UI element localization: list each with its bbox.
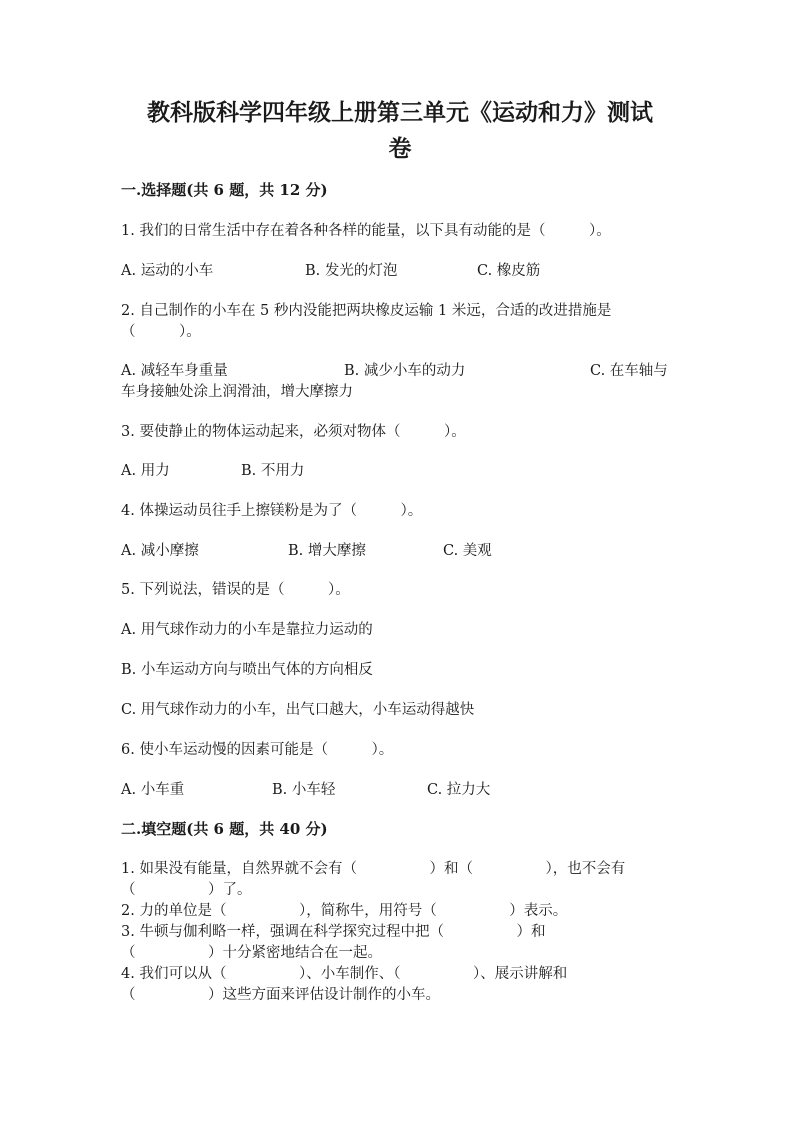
question-text: 4. 体操运动员往手上擦镁粉是为了（ ）。 xyxy=(121,503,423,519)
option-b: B. 增大摩擦 xyxy=(288,543,366,559)
option-c: C. 橡皮筋 xyxy=(477,263,541,279)
question-text: 5. 下列说法，错误的是（ ）。 xyxy=(121,582,350,598)
fill-question-text: 2. 力的单位是（ ），简称牛，用符号（ ）表示。 xyxy=(121,903,568,919)
fill-question-continuation: （ ）这些方面来评估设计制作的小车。 xyxy=(121,987,440,1003)
section-heading-choice: 一.选择题(共 6 题，共 12 分) xyxy=(121,181,328,199)
section-heading-fill: 二.填空题(共 6 题，共 40 分) xyxy=(121,820,328,838)
option-a: A. 运动的小车 xyxy=(121,263,214,279)
fill-question-continuation: （ ）十分紧密地结合在一起。 xyxy=(121,945,382,961)
option-c: C. 用气球作动力的小车，出气口越大，小车运动得越快 xyxy=(121,702,475,718)
page-title-continuation: 卷 xyxy=(388,135,412,162)
option-a: A. 用气球作动力的小车是靠拉力运动的 xyxy=(121,622,373,638)
option-b: B. 发光的灯泡 xyxy=(305,263,398,279)
option-b: B. 不用力 xyxy=(241,463,305,479)
option-a: A. 减轻车身重量 xyxy=(121,363,228,379)
fill-question-text: 4. 我们可以从（ ）、小车制作、（ ）、展示讲解和 xyxy=(121,966,568,982)
fill-question-text: 1. 如果没有能量，自然界就不会有（ ）和（ ），也不会有 xyxy=(121,861,626,877)
fill-question-continuation: （ ）了。 xyxy=(121,882,252,898)
option-b: B. 减少小车的动力 xyxy=(344,363,466,379)
option-c-continuation: 车身接触处涂上润滑油，增大摩擦力 xyxy=(121,384,353,400)
option-c: C. 在车轴与 xyxy=(590,363,668,379)
option-c: C. 拉力大 xyxy=(427,782,491,798)
option-b: B. 小车运动方向与喷出气体的方向相反 xyxy=(121,662,373,678)
question-text-continuation: （ ）。 xyxy=(121,324,201,340)
question-text: 2. 自己制作的小车在 5 秒内没能把两块橡皮运输 1 米远，合适的改进措施是 xyxy=(121,303,612,319)
page-title: 教科版科学四年级上册第三单元《运动和力》测试 xyxy=(147,99,653,126)
option-a: A. 用力 xyxy=(121,463,170,479)
option-a: A. 小车重 xyxy=(121,782,185,798)
option-a: A. 减小摩擦 xyxy=(121,543,199,559)
option-c: C. 美观 xyxy=(443,543,492,559)
option-b: B. 小车轻 xyxy=(272,782,336,798)
question-text: 1. 我们的日常生活中存在着各种各样的能量，以下具有动能的是（ ）。 xyxy=(121,223,611,239)
fill-question-text: 3. 牛顿与伽利略一样，强调在科学探究过程中把（ ）和 xyxy=(121,924,546,940)
question-text: 3. 要使静止的物体运动起来，必须对物体（ ）。 xyxy=(121,424,466,440)
question-text: 6. 使小车运动慢的因素可能是（ ）。 xyxy=(121,742,394,758)
